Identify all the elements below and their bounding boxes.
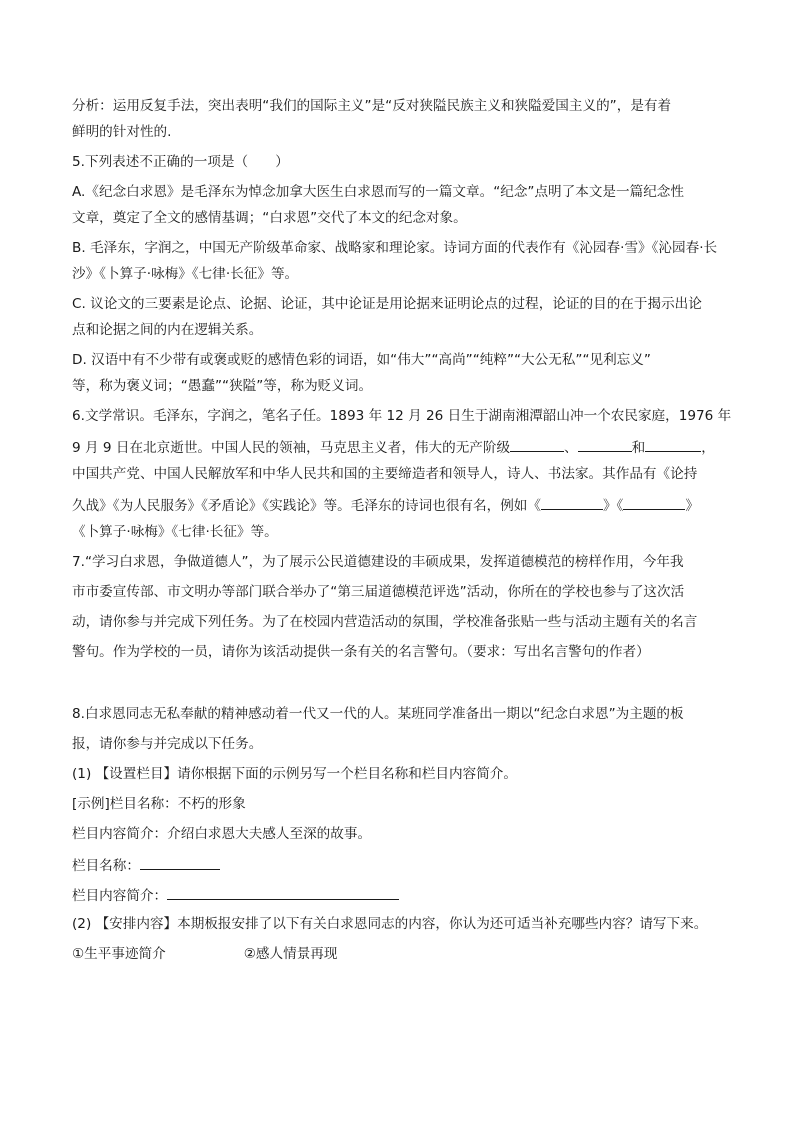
q8-example-name: [示例]栏目名称：不朽的形象 xyxy=(72,796,246,812)
answer-blank[interactable] xyxy=(167,884,399,900)
analysis-line-1: 分析：运用反复手法，突出表明“我们的国际主义”是“反对狭隘民族主义和狭隘爱国主义的”，是有着 xyxy=(72,98,672,114)
q5-option-a-line-2: 文章，奠定了全文的感情基调；“白求恩”交代了本文的纪念对象。 xyxy=(72,210,467,226)
q8-option-2: ②感人情景再现 xyxy=(243,946,338,962)
q6-conjunction: 和 xyxy=(631,440,646,456)
answer-blank[interactable] xyxy=(623,494,685,510)
q8-example-intro: 栏目内容简介：介绍白求恩大夫感人至深的故事。 xyxy=(72,826,372,842)
answer-blank[interactable] xyxy=(578,436,632,452)
q8-subquestion-1: (1) 【设置栏目】请你根据下面的示例另写一个栏目名称和栏目内容简介。 xyxy=(72,766,517,782)
answer-blank[interactable] xyxy=(541,494,603,510)
answer-blank[interactable] xyxy=(645,436,701,452)
q6-line-4 xyxy=(72,494,699,514)
q5-stem: 5.下列表述不正确的一项是（ ） xyxy=(72,154,289,170)
q5-option-a-line-1: A.《纪念白求恩》是毛泽东为悼念加拿大医生白求恩而写的一篇文章。“纪念”点明了本文是一篇纪念性 xyxy=(72,184,684,200)
q8-subquestion-2: (2) 【安排内容】本期板报安排了以下有关白求恩同志的内容，你认为还可适当补充哪些内容？请写下来。 xyxy=(72,916,708,932)
q5-option-d-line-1: D. 汉语中有不少带有或褒或贬的感情色彩的词语，如“伟大”“高尚”“纯粹”“大公无私”“见利忘义” xyxy=(72,352,651,368)
q8-option-1: ①生平事迹简介 xyxy=(72,946,166,962)
q5-option-b-line-2: 沙》《卜算子·咏梅》《七律·长征》等。 xyxy=(72,266,299,282)
analysis-line-2: 鲜明的针对性的. xyxy=(72,124,172,140)
q8-line-1: 8.白求恩同志无私奉献的精神感动着一代又一代的人。某班同学准备出一期以“纪念白求恩”为主题的板 xyxy=(72,706,684,722)
q7-line-3: 动，请你参与并完成下列任务。为了在校园内营造活动的氛围，学校准备张贴一些与活动主题有关的名言 xyxy=(72,614,698,630)
q7-line-2: 市市委宣传部、市文明办等部门联合举办了“第三届道德模范评选”活动，你所在的学校也参与了这次活 xyxy=(72,584,685,600)
q5-option-d-line-2: 等，称为褒义词；“愚蠢”“狭隘”等，称为贬义词。 xyxy=(72,378,373,394)
q8-field-name-label: 栏目名称： xyxy=(72,858,140,874)
q6-line-5: 《卜算子·咏梅》《七律·长征》等。 xyxy=(72,524,278,540)
q6-bracket-close: 》 xyxy=(685,498,699,514)
q7-line-1: 7.“学习白求恩，争做道德人”，为了展示公民道德建设的丰硕成果，发挥道德模范的榜样作用，今年我 xyxy=(72,554,684,570)
q7-line-4: 警句。作为学校的一员，请你为该活动提供一条有关的名言警句。（要求：写出名言警句的作者） xyxy=(72,644,650,660)
q5-option-c-line-1: C. 议论文的三要素是论点、论据、论证，其中论证是用论据来证明论点的过程，论证的目的在于揭示出论 xyxy=(72,296,702,312)
q6-bracket: 》《 xyxy=(602,498,624,514)
q8-field-name xyxy=(72,854,220,874)
answer-blank[interactable] xyxy=(510,436,564,452)
q6-line-3: 中国共产党、中国人民解放军和中华人民共和国的主要缔造者和领导人，诗人、书法家。其作品有《论持 xyxy=(72,466,698,482)
q5-option-c-line-2: 点和论据之间的内在逻辑关系。 xyxy=(72,322,263,338)
q6-line-4-text: 久战》《为人民服务》《矛盾论》《实践论》等。毛泽东的诗词也很有名，例如《 xyxy=(72,498,541,514)
q6-line-1: 6.文学常识。毛泽东，字润之，笔名子任。1893 年 12 月 26 日生于湖南湘潭韶山冲一个农民家庭，1976 年 xyxy=(72,408,732,424)
q6-separator: 、 xyxy=(564,440,578,456)
q8-options xyxy=(72,944,338,964)
answer-blank[interactable] xyxy=(140,854,220,870)
q6-line-2 xyxy=(72,436,715,456)
q8-field-intro-label: 栏目内容简介： xyxy=(72,888,168,904)
q6-comma: ， xyxy=(701,440,715,456)
q5-option-b-line-1: B. 毛泽东，字润之，中国无产阶级革命家、战略家和理论家。诗词方面的代表作有《沁园春·雪》《沁园春·长 xyxy=(72,240,718,256)
q8-line-2: 报，请你参与并完成以下任务。 xyxy=(72,736,263,752)
q8-field-intro xyxy=(72,884,399,904)
q6-line-2-text: 9 月 9 日在北京逝世。中国人民的领袖，马克思主义者，伟大的无产阶级 xyxy=(72,440,511,456)
